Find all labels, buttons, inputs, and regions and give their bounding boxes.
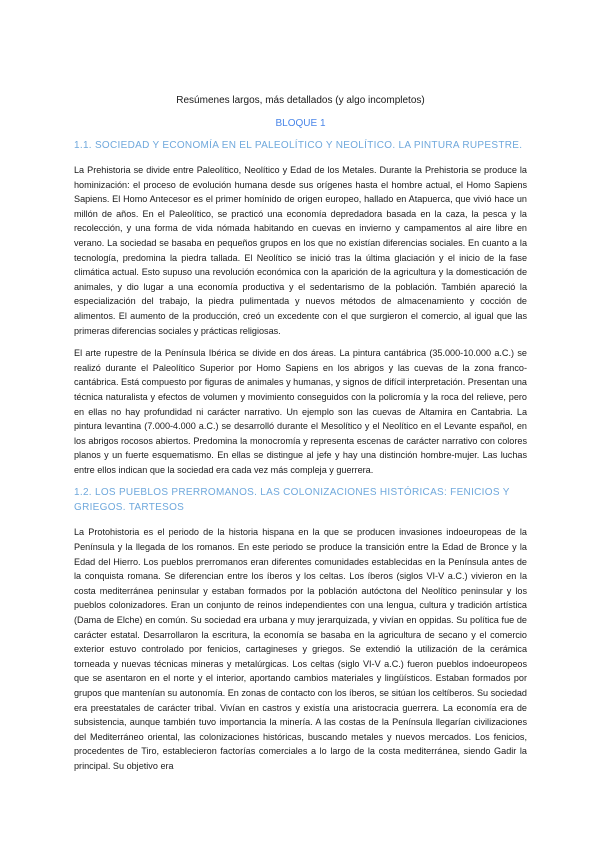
section-heading: 1.2. LOS PUEBLOS PRERROMANOS. LAS COLONIZACIONES HISTÓRICAS: FENICIOS Y GRIEGOS. TARTESOS [74,487,510,514]
paragraph: El arte rupestre de la Península Ibérica se divide en dos áreas. La pintura cantábrica (35.000-10.000 a.C.) se realizó durante el Paleolítico Superior por Homo Sapiens en los abrigos y las cuevas de la zona franco-cantábrica. Está compuesto por figuras de animales y humanas, y signos de difícil interpretación. Presentan una técnica naturalista y efectos de volumen y movimiento conseguidos con la policromía y la roca del relieve, pero en ellas no hay profundidad ni carácter narrativo. Un ejemplo son las cuevas de Altamira en Cantabria. La pintura levantina (7.000-4.000 a.C.) se desarrolló durante el Mesolítico y el Neolítico en el Levante español, en los abrigos rocosos abiertos. Predomina la monocromía y representa escenas de carácter narrativo con colores planos y un fuerte esquematismo. En ellas se distingue al jefe y hay una distinción hombre-mujer. Las luchas entre ellos indican que la sociedad era cada vez más compleja y guerrera. [74,348,527,475]
section-1-1 [74,138,527,477]
section-1-2 [74,485,527,773]
paragraph: La Prehistoria se divide entre Paleolítico, Neolítico y Edad de los Metales. Durante la Prehistoria se produce la hominización: el proceso de evolución humana desde sus orígenes hasta el hombre actual, el Homo Sapiens Sapiens. El Homo Antecesor es el primer homínido de origen europeo, hallado en Atapuerca, que vivió hace un millón de años. En el Paleolítico, se practicó una economía depredadora basada en la caza, la pesca y la recolección, y una forma de vida nómada habitando en cuevas en invierno y campamentos al aire libre en verano. La sociedad se basaba en pequeños grupos en los que no existían diferencias sociales. En cuanto a la tecnología, predomina la piedra tallada. El Neolítico se inició tras la última glaciación y el inicio de la fase climática actual. Esto supuso una revolución económica con la aparición de la agricultura y la domesticación de animales, y dio lugar a una economía productiva y el sedentarismo de la población. También apareció la especialización del trabajo, la piedra pulimentada y nuevos métodos de almacenamiento y cocción de alimentos. El aumento de la producción, creó un excedente con el que surgieron el comercio, al igual que las primeras diferencias sociales y prácticas religiosas. [74,165,527,336]
section-heading: 1.1. SOCIEDAD Y ECONOMÍA EN EL PALEOLÍTICO Y NEOLÍTICO. LA PINTURA RUPESTRE. [74,140,523,151]
document-title: Resúmenes largos, más detallados (y algo incompletos) [176,95,425,106]
block-label: BLOQUE 1 [275,118,326,129]
paragraph: La Protohistoria es el periodo de la historia hispana en la que se producen invasiones indoeuropeas de la Península y la llegada de los romanos. En este periodo se produce la transición entre la Edad de Bronce y la Edad del Hierro. Los pueblos prerromanos eran diferentes comunidades establecidas en la Península antes de la conquista romana. Se diferencian entre los íberos y los celtas. Los íberos (siglos VI-V a.C.) vivieron en la costa mediterránea peninsular y estaban formados por la población autóctona del Neolítico peninsular y los pueblos colonizadores. Eran un conjunto de reinos independientes con una lengua, cultura y tradición artística (Dama de Elche) en común. Su sociedad era urbana y muy jerarquizada, y vivían en oppidas. Su política fue de carácter estatal. Desarrollaron la escritura, la economía se basaba en la agricultura de secano y el comercio exterior estuvo controlado por fenicios, cartagineses y griegos. Se extendió la utilización de la cerámica torneada y nuevas técnicas mineras y metalúrgicas. Los celtas (siglo VI-V a.C.) fueron pueblos indoeuropeos que se asentaron en el norte y el interior, aportando cambios materiales y lingüísticos. Estaban formados por grupos que mantenían su autonomía. En zonas de contacto con los íberos, se sitúan los celtíberos. Su sociedad era preestatales de carácter tribal. Vivían en castros y existía una aristocracia guerrera. La economía era de subsistencia, aunque también tuvo importancia la minería. A las costas de la Península llegarían civilizaciones del Mediterráneo oriental, las colonizaciones históricas, buscando metales y nuevos mercados. Los fenicios, procedentes de Tiro, establecieron factorías comerciales a lo largo de la costa mediterránea, siendo Gadir la principal. Su objetivo era [74,527,527,771]
